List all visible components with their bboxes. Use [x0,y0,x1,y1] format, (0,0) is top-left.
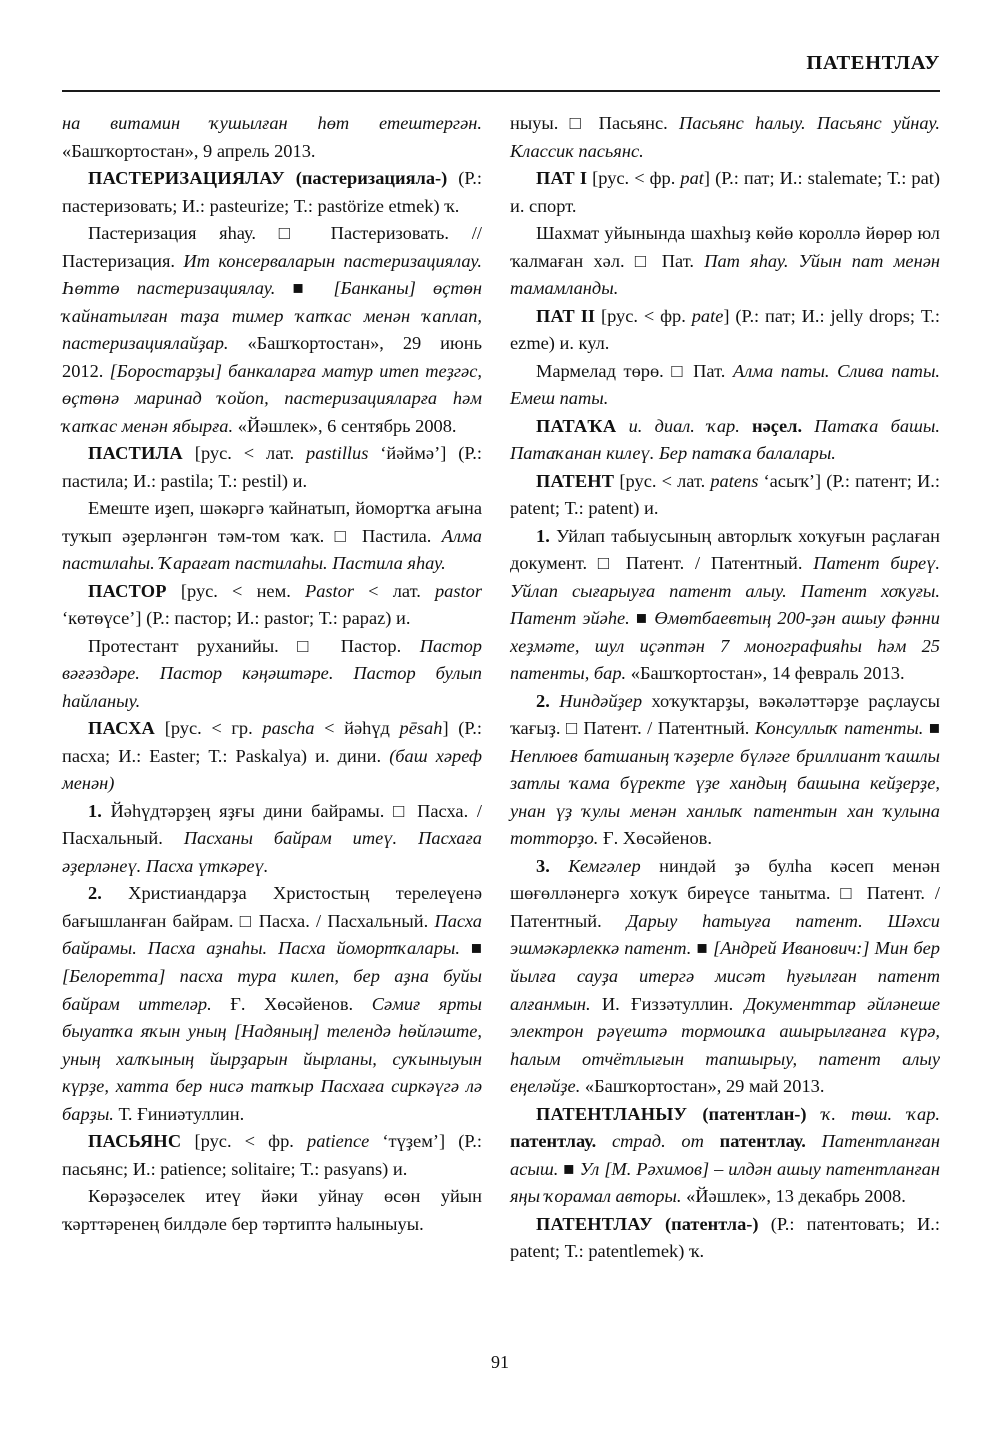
etymology-source-word-2: pēsah [399,718,443,739]
headword: ПАТАҠА [536,415,617,436]
homonym-numeral: I [579,168,588,189]
filled-square-marker: ■ [292,278,317,299]
etymology-source-word: Pastor [304,580,355,601]
citation-source: Т. Ғиниәтуллин. [118,1103,245,1124]
sense-body-pat-1 [510,220,940,303]
equivalent: □ Пасьянс. [569,113,668,133]
sense-body-pasterizatsiyalau [62,220,482,440]
examples: Пасьянс һалыу. Пасьянс уйнау. Классик пасьянс. [510,113,940,161]
etymology-source-word-2: pastor [434,580,482,601]
sense-3-patent [510,853,940,1101]
continued-entry-left [62,110,482,165]
gloss: Йәһүдтәрҙең яҙғы дини байрамы. [110,800,385,821]
gloss: Христиандарҙа Христостың терелеүенә бағышланған байрам. [62,883,482,931]
text-columns [62,110,940,1325]
filled-square-marker: ■ [470,938,482,959]
etymology-source-word: patience [307,1131,370,1152]
examples: Пастор вәғәздәре. Пастор кәңәштәре. Пастор булып һайланыу. [62,635,482,711]
sense-1-patent [510,523,940,688]
russian-cross-reference: патентлау. [719,1131,806,1152]
gloss: Емеште иҙеп, шәкәргә ҡайнатып, йомортҡа ағына туҡып әҙерләнгән тәм-том ҡаҡ. [62,498,482,546]
etymology-source-word: patens [710,470,759,491]
citation-quote: Документтар әйләнеше электрон рәүештә тормошҡа ашырылғанға күрә, һалым отчётлығын тапшырыу, патент алыу еңеләйҙе. [510,993,940,1097]
citation-source: «Башҡортостан», 29 май 2013. [584,1076,825,1097]
grammar-block: (Р.: пасха; И.: Easter; Т.: Paskalya) и. дини. [62,718,482,766]
headword-stem-form: (патентла-) [664,1213,759,1234]
cross-reference: нәҫел. [752,415,803,436]
sense-2-pasxa [62,880,482,1128]
headword: ПАТЕНТ [536,470,615,491]
sense-number: 2. [88,883,102,904]
examples: Пасханы байрам итеү. Пасхаға әҙерләнеү. Пасха үткәреү. [62,828,482,876]
headword: ПАСТОР [88,580,167,601]
citation-source: «Йәшлек», 13 декабрь 2008. [686,1186,906,1207]
filled-square-marker: ■ [563,1158,575,1179]
sense-1-pasxa [62,798,482,881]
grammar-block: ҡ. төш. ҡар. [821,1103,940,1124]
gloss: ниндәй ҙә булһа кәсеп менән шөғөлләнергә хоҡуҡ биреүсе танытма. [510,855,940,904]
equivalent: □ Пат. [671,360,726,381]
header-rule [62,90,940,92]
entry-pasterizatsiyalau [62,165,482,220]
entry-patentlau [510,1211,940,1266]
sense-2-patent [510,688,940,853]
page-number: 91 [491,1352,509,1372]
filled-square-marker: ■ [928,718,940,739]
russian-grammar-note: страд. от [611,1131,704,1152]
examples: Патентланған асыш. [510,1131,940,1179]
citation-quote: [Белоретта] пасха тура килеп, бер аҙна буйы байрам иттеләр. [62,965,482,1014]
continued-gloss-tail: ныуы. [510,113,559,133]
entry-pat-2: ПАТ II [рус. < фр. pate] (Р.: пат; И.: jelly drops; Т.: ezme) и. кул. [510,305,940,354]
gloss: Уйлап табыусының авторлыҡ хоҡуғын раҫлаған документ. [510,525,940,574]
sense-number: 3. [536,855,550,876]
etymology-source-word: pastillus [306,443,369,464]
left-column [62,110,482,1325]
headword: ПАТЕНТЛАНЫУ [536,1103,688,1124]
equivalent: □ Патент. / Патентный. [565,718,750,739]
citation-source: «Башҡортостан», 29 июнь 2012. [62,333,482,381]
grammar-block: (Р.: пастеризовать; И.: pasteurize; Т.: pastörize etmek) ҡ. [62,168,482,216]
examples: Ит консерваларын пастеризациялау. Һөттө пастеризациялау. [62,250,482,299]
equivalent: □ Пастила. [334,525,432,546]
equivalent: □ Патент. / Патентный. [510,883,940,931]
examples: Пат яһау. Уйын пат менән тамамланды. [510,250,940,299]
entry-pastila: ПАСТИЛА [рус. < лат. pastillus ‘йәймә’] (Р.: пастила; И.: pastila; Т.: pestil) и. [62,443,482,491]
citation-quote: Өмөтбаевтың 200-ҙән ашыу фәнни хеҙмәте, шул иҫәптән 7 монографияһы һәм 25 патенты, бар. [510,608,940,684]
etymology-source-word: pat [680,168,704,189]
sense-body-pastor [62,633,482,716]
cross-reference: патентлау. [510,1131,597,1152]
equivalent: □ Пасха. / Пасхальный. [62,800,482,849]
gloss: Протестант руханийы. [88,635,279,656]
gloss: хоҡуҡтарҙы, вәкәләттәрҙе раҫлаусы ҡағыҙ. [510,690,940,739]
gloss: Көрәҙәселек итеү йәки уйнау өсөн уйын ҡәрттәренең билдәле бер тәртиптә һалыныуы. [62,1186,482,1234]
citation-quote: [Боростарҙы] банкаларға матур итеп теҙгәс, өҫтөнә маринад ҡойоп, пастеризацияларға һәм ҡапҡас менән ябырға. [62,360,482,436]
gloss: Шахмат уйынында шахһыҙ көйө короллә йөрөр юл ҡалмаған хәл. [510,223,940,271]
headword: ПАСХА [88,718,156,739]
sense-number: 2. [536,690,550,711]
headword: ПАСТИЛА [88,443,183,464]
examples: Алма пастилаһы. Ҡарағат пастилаһы. Пастила яһау. [62,525,482,574]
examples: Патаҡа башы. Патаҡанан килеү. Бер патаҡа балалары. [510,415,940,464]
gloss-italic-lead: Кемгәлер [568,855,641,876]
right-column [510,110,940,1325]
entry-patentlanyu [510,1101,940,1211]
examples: Пасха байрамы. Пасха аҙнаһы. Пасха йомортҡалары. [62,910,482,959]
citation-source: Ғ. Хөсәйенов. [230,993,354,1014]
equivalent: □ Патент. / Патентный. [597,553,803,574]
grammar-block: (Р.: патент; И.: patent; Т.: patent) и. [510,470,940,519]
entry-pat-1: ПАТ I [рус. < фр. pat] (Р.: пат; И.: stalemate; Т.: pat) и. спорт. [510,168,940,216]
headword-stem-form: (патентлан-) [702,1103,807,1124]
entry-patent: ПАТЕНТ [рус. < лат. patens ‘асыҡ’] (Р.: патент; И.: patent; Т.: patent) и. [510,470,940,519]
sense-number: 1. [536,525,550,546]
citation-source: «Башҡортостан», 14 февраль 2013. [630,663,905,684]
citation-source: «Йәшлек», 6 сентябрь 2008. [237,415,457,436]
examples: Алма паты. Слива паты. Емеш паты. [510,360,940,409]
usage-note: (баш хәреф менән) [62,745,482,794]
etymology-source-word: pate [691,305,724,326]
homonym-numeral: II [580,305,596,326]
headword: ПАСТЕРИЗАЦИЯЛАУ [88,168,285,189]
continued-quote: на витамин ҡушылған һөт етештергән. [62,113,482,133]
citation-quote: [Банканы] өҫтөн ҡайнатылған таҙа тимер ҡапҡас менән ҡаплап, пастеризациялайҙар. [62,278,483,354]
entry-pasxa: ПАСХА [рус. < гр. pascha < йәһүд pēsah] (Р.: пасха; И.: Easter; Т.: Paskalya) и. дини. (баш хәреф менән) [62,718,482,794]
equivalent: □ Пасха. / Пасхальный. [239,910,429,931]
headword: ПАСЬЯНС [88,1131,182,1152]
citation-quote: Неплюев батшаның ҡәҙерле бүләге бриллиант ҡашлы затлы ҡама бүректе үҙе хандың башына кейҙерҙе, унан үҙ ҡулы менән ханлыҡ патентын хан ҡулына тотторҙо. [510,745,940,849]
sense-number: 1. [88,800,102,821]
sense-body-pastila [62,495,482,578]
citation-source: И. Ғиззәтуллин. [601,993,734,1014]
filled-square-marker: ■ [696,938,709,959]
gloss-italic-lead: Ниндәйҙер [559,690,643,711]
etymology-lang: рус. < лат. [200,443,295,464]
citation-source: Ғ. Хөсәйенов. [603,828,712,849]
entry-pasyans: ПАСЬЯНС [рус. < фр. patience ‘түҙем’] (Р.: пасьянс; И.: patience; solitaire; Т.: pasyans) и. [62,1131,482,1179]
grammar-block: (Р.: пат; И.: jelly drops; Т.: ezme) и. кул. [510,305,940,354]
sense-body-pat-2 [510,358,940,413]
grammar-block: (Р.: пастор; И.: pastor; Т.: papaz) и. [146,608,411,629]
entry-pataka [510,413,940,468]
citation-quote: Сәмиғ ярты быуатҡа яҡын уның [Надяның] телендә һөйләште, уның халҡының йырҙарын йырланы, суҡыныуын күрҙе, хатта бер нисә тапҡыр Пасхаға сиркәүгә лә барҙы. [62,993,482,1124]
examples: Патент биреү. Уйлап сығарыуға патент алыу. Патент хоҡуғы. Патент эйәһе. [510,553,940,629]
grammar-block: (Р.: патентовать; И.: patent; Т.: patentlemek) ҡ. [510,1213,940,1262]
headword-stem-form: (пастеризацияла-) [295,168,448,189]
etymology-gloss: ‘йәймә’ [380,443,441,464]
grammar-block: и. диал. ҡар. [628,415,740,436]
equivalent: □ Пат. [634,250,694,271]
grammar-block: (Р.: пастила; И.: pastila; Т.: pestil) и. [62,443,482,491]
headword: ПАТ [536,168,575,189]
headword: ПАТ [536,305,575,326]
gloss: Мармелад төрө. [536,360,664,381]
gloss: Пастеризация яһау. [88,223,256,244]
running-head: ПАТЕНТЛАУ [806,52,940,74]
continued-source: «Башҡортостан», 9 апрель 2013. [62,140,316,161]
headword: ПАТЕНТЛАУ [536,1213,653,1234]
entry-pastor: ПАСТОР [рус. < нем. Pastor < лат. pastor ‘көтөүсе’] (Р.: пастор; И.: pastor; Т.: papaz) и. [62,580,482,629]
citation-quote: [Андрей Иванович:] Мин бер йылға сауҙа итергә мисәт һуғылған патент алғанмын. [510,938,940,1014]
examples: Дарыу һатыуға патент. Шәхси эшмәкәрлеккә патент. [510,910,940,959]
filled-square-marker: ■ [635,608,649,629]
equivalent: □ Пастор. [297,635,402,656]
continued-entry-right [510,110,940,165]
etymology-source-word: pascha [262,718,315,739]
citation-quote: Ул [М. Рәхимов] – илдән ашыу патентланған яңы ҡорамал авторы. [510,1158,940,1207]
grammar-block: (Р.: пасьянс; И.: patience; solitaire; Т.: pasyans) и. [62,1131,482,1179]
examples: Консуллыҡ патенты. [754,718,924,739]
grammar-block: (Р.: пат; И.: stalemate; Т.: pat) и. спорт. [510,168,940,216]
sense-body-pasyans [62,1183,482,1238]
equivalent: □ Пастеризовать. // Пастеризация. [62,223,482,271]
